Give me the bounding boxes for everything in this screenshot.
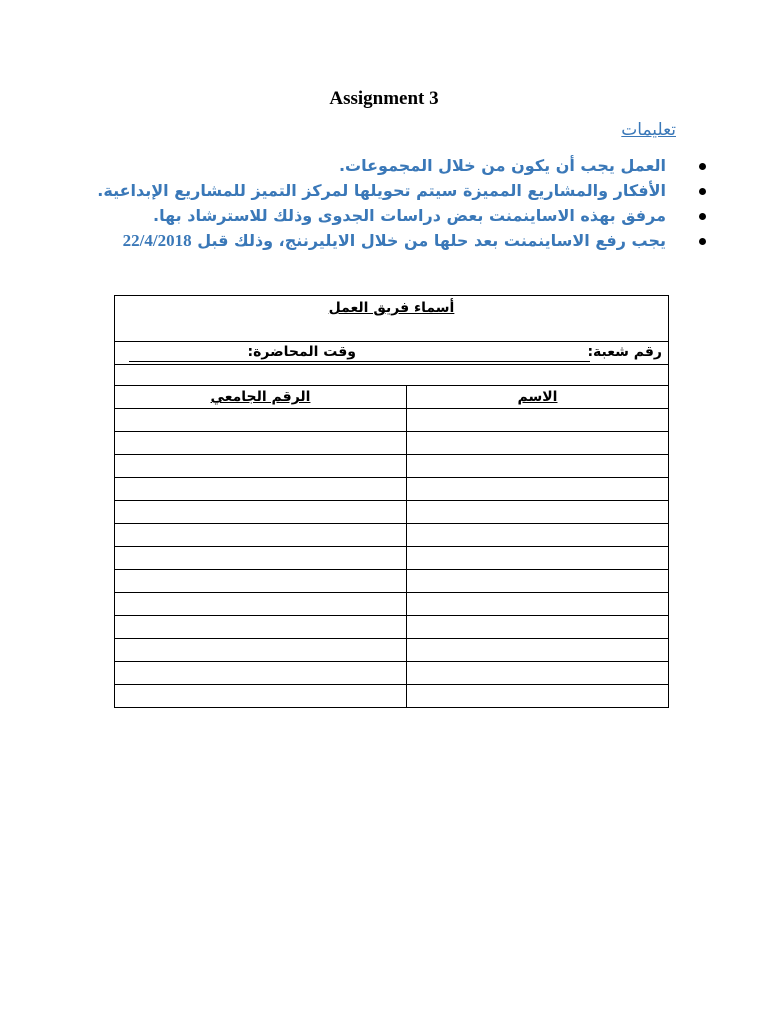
bullet-icon bbox=[699, 163, 706, 170]
name-cell[interactable] bbox=[407, 409, 669, 432]
table-row bbox=[115, 570, 669, 593]
table-row bbox=[115, 639, 669, 662]
student-id-cell[interactable] bbox=[115, 409, 407, 432]
student-id-cell[interactable] bbox=[115, 524, 407, 547]
table-row bbox=[115, 524, 669, 547]
name-cell[interactable] bbox=[407, 501, 669, 524]
team-title-cell bbox=[115, 296, 669, 342]
name-cell[interactable] bbox=[407, 547, 669, 570]
instruction-item bbox=[106, 153, 666, 178]
table-row bbox=[115, 593, 669, 616]
section-number-label: رقم شعبة: bbox=[587, 344, 662, 360]
name-cell[interactable] bbox=[407, 616, 669, 639]
instruction-item bbox=[106, 228, 666, 253]
bullet-icon bbox=[699, 188, 706, 195]
document-title: Assignment 3 bbox=[329, 88, 439, 109]
instruction-item bbox=[97, 178, 666, 203]
instruction-text: مرفق بهذه الاساينمنت بعض دراسات الجدوى وذلك للاسترشاد بها. bbox=[153, 206, 666, 225]
table-row bbox=[115, 547, 669, 570]
team-form-table bbox=[114, 295, 669, 708]
student-id-cell[interactable] bbox=[115, 662, 407, 685]
student-id-cell[interactable] bbox=[115, 432, 407, 455]
instructions-list bbox=[97, 153, 666, 253]
bullet-icon bbox=[699, 238, 706, 245]
instruction-text: يجب رفع الاساينمنت بعد حلها من خلال الايليرننج، وذلك قبل bbox=[197, 231, 666, 250]
column-header-name: الاسم bbox=[407, 386, 669, 409]
table-row bbox=[115, 409, 669, 432]
blank-row bbox=[115, 365, 669, 386]
name-cell[interactable] bbox=[407, 570, 669, 593]
lecture-time-label: وقت المحاضرة: bbox=[247, 344, 356, 360]
instruction-text: العمل يجب أن يكون من خلال المجموعات. bbox=[338, 156, 666, 175]
student-id-cell[interactable] bbox=[115, 616, 407, 639]
instructions-heading: تعليمات bbox=[621, 120, 676, 140]
name-cell[interactable] bbox=[407, 685, 669, 708]
bullet-icon bbox=[699, 213, 706, 220]
table-row bbox=[115, 432, 669, 455]
table-row bbox=[115, 455, 669, 478]
name-cell[interactable] bbox=[407, 455, 669, 478]
team-title: أسماء فريق العمل bbox=[328, 300, 455, 316]
name-cell[interactable] bbox=[407, 662, 669, 685]
table-row bbox=[115, 662, 669, 685]
instruction-text: الأفكار والمشاريع المميزة سيتم تحويلها لمركز التميز للمشاريع الإبداعية. bbox=[97, 181, 666, 200]
table-row bbox=[115, 501, 669, 524]
student-id-cell[interactable] bbox=[115, 547, 407, 570]
name-cell[interactable] bbox=[407, 478, 669, 501]
student-id-cell[interactable] bbox=[115, 478, 407, 501]
table-row bbox=[115, 685, 669, 708]
name-cell[interactable] bbox=[407, 639, 669, 662]
student-id-cell[interactable] bbox=[115, 685, 407, 708]
table-row bbox=[115, 616, 669, 639]
student-id-cell[interactable] bbox=[115, 570, 407, 593]
student-id-cell[interactable] bbox=[115, 639, 407, 662]
instruction-item bbox=[106, 203, 666, 228]
student-id-cell[interactable] bbox=[115, 501, 407, 524]
column-header-id: الرقم الجامعي bbox=[115, 386, 407, 409]
section-info-cell[interactable] bbox=[115, 342, 669, 365]
name-cell[interactable] bbox=[407, 524, 669, 547]
info-underline bbox=[129, 361, 590, 362]
table-row bbox=[115, 478, 669, 501]
student-id-cell[interactable] bbox=[115, 455, 407, 478]
student-id-cell[interactable] bbox=[115, 593, 407, 616]
name-cell[interactable] bbox=[407, 432, 669, 455]
name-cell[interactable] bbox=[407, 593, 669, 616]
deadline-date: 22/4/2018 bbox=[122, 231, 192, 250]
